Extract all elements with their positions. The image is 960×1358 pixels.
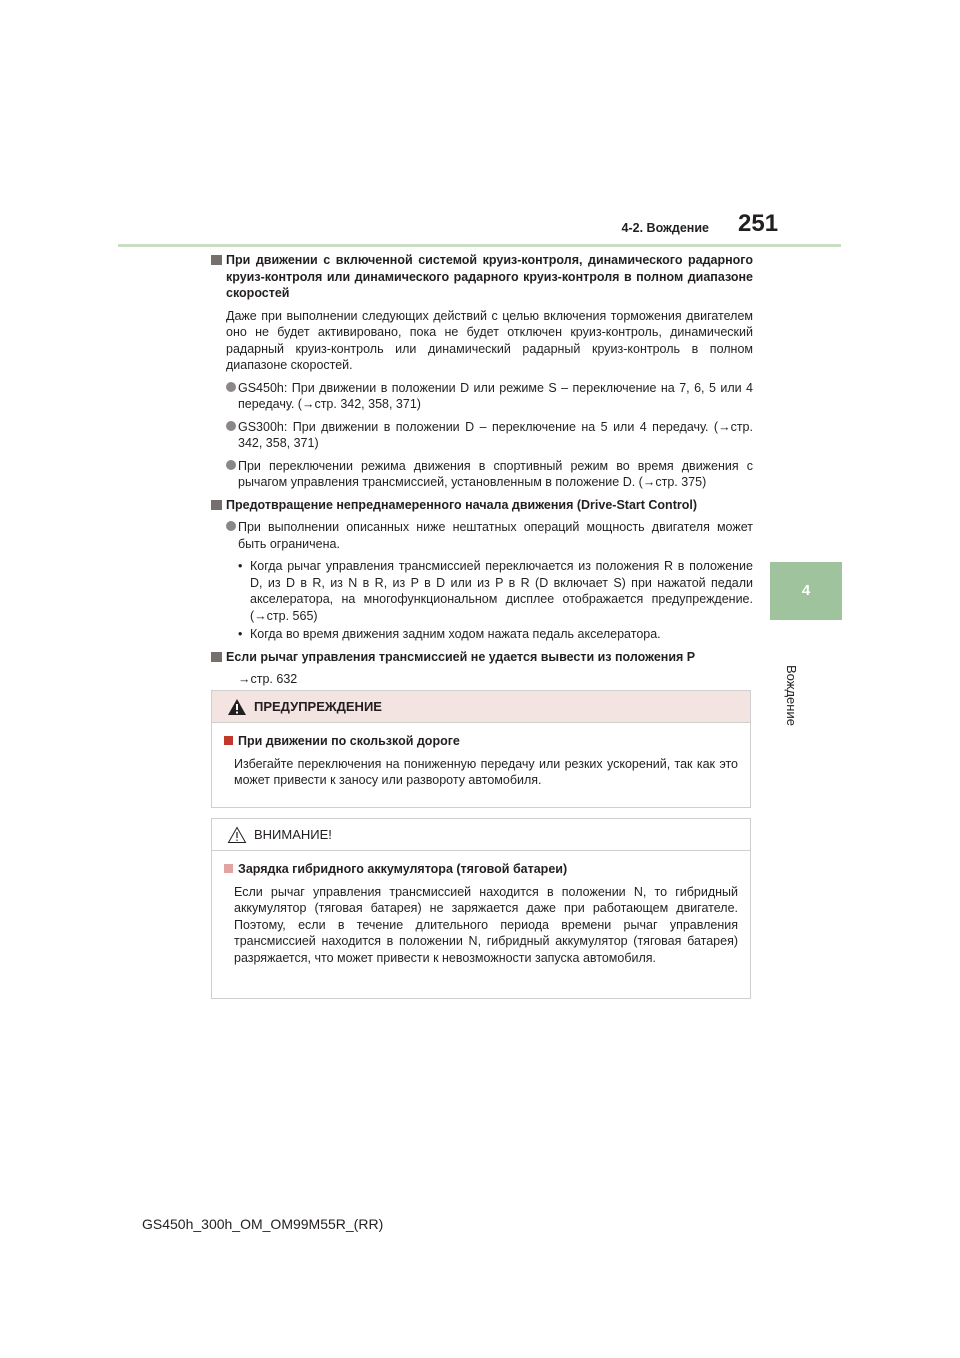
warning-title: ПРЕДУПРЕЖДЕНИЕ (254, 699, 382, 714)
notice-box-header (212, 819, 750, 851)
sub-bullet-marker: • (238, 559, 243, 573)
list-item: GS450h: При движении в положении D или режиме S – переключение на 7, 6, 5 или 4 передачу. (→стр. 342, 358, 371) (226, 380, 753, 413)
sub-list-item: • Когда рычаг управления трансмиссией переключается из положения R в положение D, из D в R, из N в R, из P в D или из P в R (D включает S) при нажатой педали акселератора, на многофункциональном дисплее отображается предупреждение. (→стр. 565) (238, 559, 753, 623)
list-item: GS300h: При движении в положении D – переключение на 5 или 4 передачу. (→стр. 342, 358, 371) (226, 419, 753, 452)
circle-bullet-icon (226, 421, 236, 431)
warning-box-header (212, 691, 750, 723)
notice-text: Если рычаг управления трансмиссией находится в положении N, то гибридный аккумулятор (тяговая батарея) не заряжается даже при работающем двигателе. Поэтому, если в течение длительного периода времени рычаг управления трансмиссией находится в положении N, гибридный аккумулятор (тяговая батарея) разряжается, что может привести к невозможности запуска автомобиля. (234, 884, 738, 965)
paragraph-cruise: Даже при выполнении следующих действий с целью включения торможения двигателем оно не будет активировано, пока не будет отключен круиз-контроль, динамический радарный круиз-контроль или динамический радарный круиз-контроль в полном диапазоне скоростей. (226, 308, 753, 372)
caution-triangle-icon (227, 826, 247, 844)
warning-heading: При движении по скользкой дороге (224, 733, 738, 750)
notice-box (211, 818, 751, 999)
chapter-label: Вождение (784, 665, 799, 726)
chapter-tab: 4 (770, 562, 842, 620)
list-item: При переключении режима движения в спортивный режим во время движения с рычагом управления трансмиссией, установленным в положение D. (→стр. 375) (226, 458, 753, 491)
header-divider (118, 244, 841, 247)
warning-triangle-icon (227, 698, 247, 716)
square-bullet-icon (224, 736, 233, 745)
page-reference: →стр. 632 (238, 672, 298, 686)
document-code: GS450h_300h_OM_OM99M55R_(RR) (142, 1216, 384, 1232)
square-bullet-icon (224, 864, 233, 873)
notice-title: ВНИМАНИЕ! (254, 827, 332, 842)
warning-text: Избегайте переключения на пониженную передачу или резких ускорений, так как это может привести к заносу или развороту автомобиля. (234, 756, 738, 787)
sub-list-item: • Когда во время движения задним ходом нажата педаль акселератора. (238, 627, 661, 641)
circle-bullet-icon (226, 460, 236, 470)
section-heading-shift-lever: Если рычаг управления трансмиссией не удается вывести из положения P (211, 649, 753, 666)
circle-bullet-icon (226, 382, 236, 392)
main-content (211, 252, 753, 694)
circle-bullet-icon (226, 521, 236, 531)
section-title: 4-2. Вождение (621, 221, 709, 235)
section-heading-drive-start: Предотвращение непреднамеренного начала движения (Drive-Start Control) (211, 497, 753, 514)
warning-box (211, 690, 751, 808)
square-bullet-icon (211, 500, 222, 510)
page-number: 251 (738, 210, 779, 237)
list-item: При выполнении описанных ниже нештатных операций мощность двигателя может быть ограничена. (226, 519, 753, 552)
sub-bullet-marker: • (238, 627, 243, 641)
square-bullet-icon (211, 652, 222, 662)
notice-heading: Зарядка гибридного аккумулятора (тяговой батареи) (224, 861, 738, 878)
section-heading-cruise: При движении с включенной системой круиз-контроля, динамического радарного круиз-контроля или динамического радарного круиз-контроля в полном диапазоне скоростей (211, 252, 753, 302)
square-bullet-icon (211, 255, 222, 265)
